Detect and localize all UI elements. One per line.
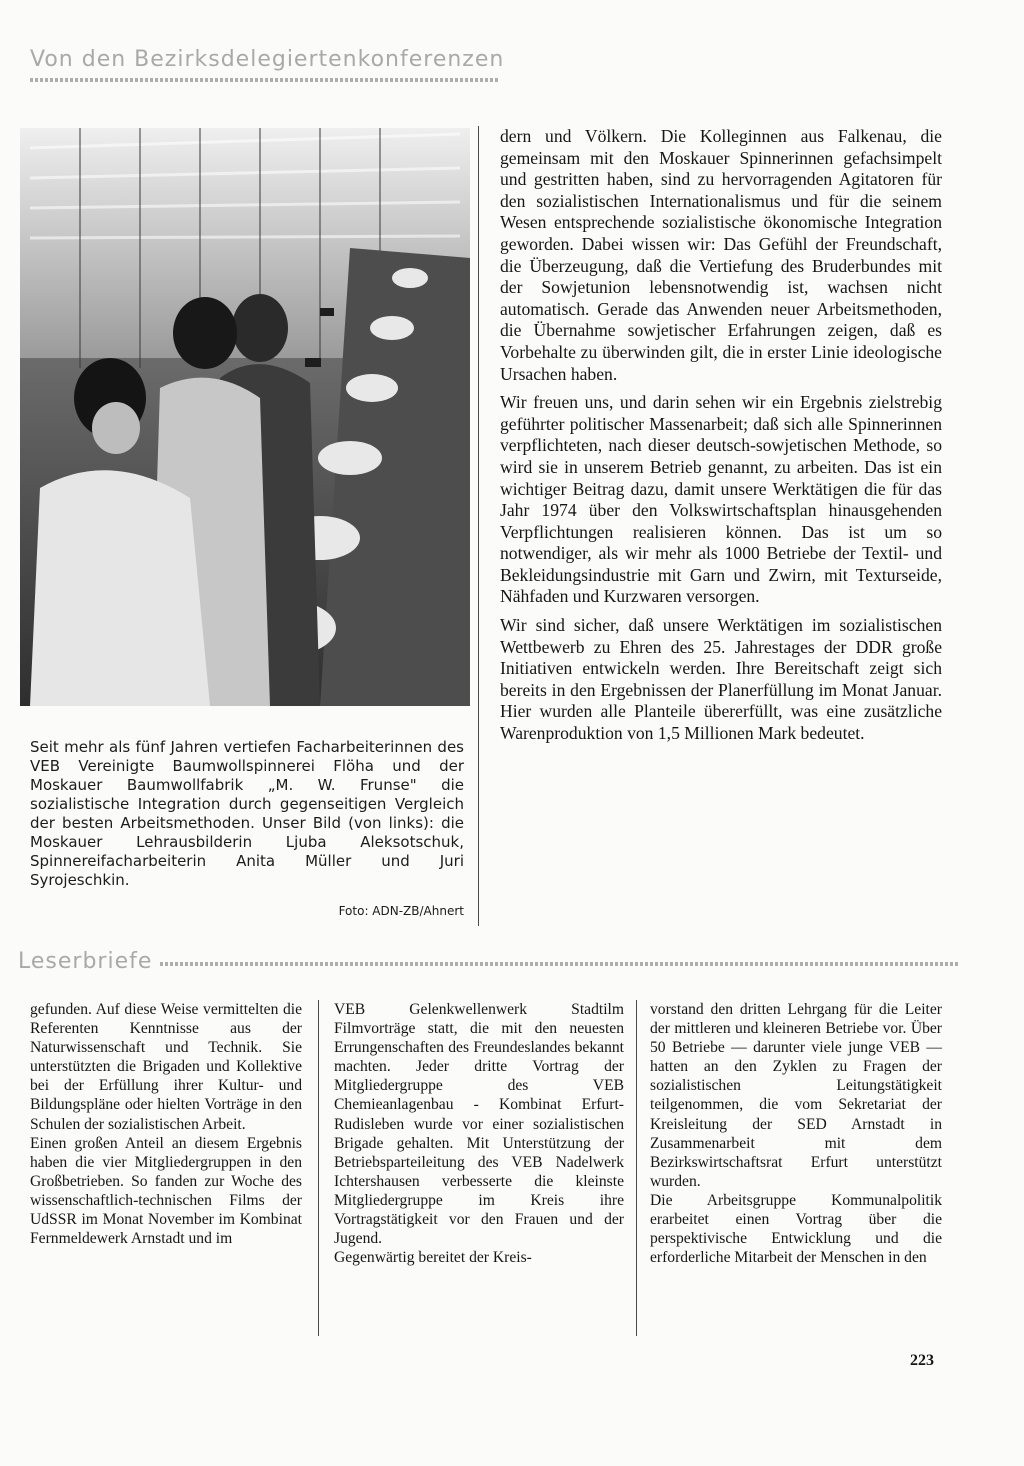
article-paragraph: Wir freuen uns, und darin sehen wir ein Ergebnis zielstrebig geführter politischer Massenarbeit; daß sich alle Spinnerinnen verpflichteten, nach dieser deutsch-sowjetischen Methode, so wird sie in unserem Betrieb genannt, zu arbeiten. Das ist ein wichtiger Beitrag dazu, damit unsere Werktätigen die für das Jahr 1974 über den Volkswirtschaftsplan hinausgehenden Verpflichtungen realisieren können. Das ist um so notwendiger, als wir mehr als 1000 Betriebe der Textil- und Bekleidungsindustrie mit Garn und Zwirn, mit Texturseide, Nähfaden und Kurzwaren versorgen. xyxy=(500,392,942,607)
letters-paragraph: Gegenwärtig bereitet der Kreis- xyxy=(334,1249,532,1267)
letters-paragraph: Einen großen Anteil an diesem Ergebnis haben die vier Mitgliedergruppen in den Großbetrieben. So fanden zur Woche des wissenschaftlich-technischen Films der UdSSR im Monat November im Kombinat Fernmeldewerk Arnstadt und im xyxy=(30,1134,302,1248)
photo-icon xyxy=(20,128,470,706)
letters-paragraph: Die Arbeitsgruppe Kommunalpolitik erarbeitet einen Vortrag über die perspektivische Entwicklung und die erforderliche Mitarbeit der Menschen in den xyxy=(650,1191,942,1267)
column-divider xyxy=(318,1000,319,1336)
heading-rule xyxy=(30,78,500,82)
section-heading-text: Leserbriefe xyxy=(18,949,153,974)
letters-column-2 xyxy=(334,1000,624,1267)
letters-paragraph: VEB Gelenkwellenwerk Stadtilm Filmvorträge statt, die mit den neuesten Errungenschaften des Freundeslandes bekannt machten. Jeder dritte Vortrag der Mitgliedergruppe des VEB Chemieanlagenbau - Kombinat Erfurt-Rudisleben wurde vor einer sozialistischen Brigade gehalten. Mit Unterstützung der Betriebsparteileitung des VEB Nadelwerk Ichtershausen verbesserte die kleinste Mitgliedergruppe im Kreis ihre Vortragstätigkeit vor den Frauen und der Jugend. xyxy=(334,1001,624,1248)
section-heading-letters xyxy=(18,934,152,974)
article-column xyxy=(500,126,942,745)
page-number: 223 xyxy=(910,1352,934,1369)
photo-spinning-mill xyxy=(20,128,470,706)
column-divider xyxy=(636,1000,637,1336)
letters-column-1 xyxy=(30,1000,302,1248)
photo-caption: Seit mehr als fünf Jahren vertiefen Facharbeiterinnen des VEB Vereinigte Baumwollspinnerei Flöha und der Moskauer Baumwollfabrik „M. W. Frunse" die sozialistische Integration durch gegenseitigen Vergleich der besten Arbeitsmethoden. Unser Bild (von links): die Moskauer Lehrausbilderin Ljuba Aleksotschuk, Spinnereifacharbeiterin Anita Müller und Juri Syrojeschkin. xyxy=(30,738,464,889)
heading-rule xyxy=(160,962,960,966)
article-paragraph: dern und Völkern. Die Kolleginnen aus Falkenau, die gemeinsam mit den Moskauer Spinnerinnen gefachsimpelt und gestritten haben, sind zu hervorragenden Agitatoren für den sozialistischen Internationalismus und für die seinem Wesen entsprechende sozialistische ökonomische Integration geworden. Dabei wissen wir: Das Gefühl der Freundschaft, die Überzeugung, daß die Vertiefung des Bruderbundes mit der Sowjetunion lebensnotwendig ist, wachsen nicht automatisch. Gerade das Anwenden neuer Arbeitsmethoden, die Übernahme sowjetischer Erfahrungen zeigen, daß es Vorbehalte zu überwinden gilt, die in erster Linie ideologische Ursachen haben. xyxy=(500,126,942,384)
letters-paragraph: gefunden. Auf diese Weise vermittelten die Referenten Kenntnisse aus der Naturwissenschaft und Technik. Sie unterstützten die Brigaden und Kollektive bei der Erfüllung ihrer Kultur- und Bildungspläne oder hielten Vorträge in den Schulen der sozialistischen Arbeit. xyxy=(30,1001,302,1133)
letters-column-3 xyxy=(650,1000,942,1267)
photo-credit: Foto: ADN-ZB/Ahnert xyxy=(338,904,464,918)
article-paragraph: Wir sind sicher, daß unsere Werktätigen im sozialistischen Wettbewerb zu Ehren des 25. Jahrestages der DDR große Initiativen entwickeln werden. Ihre Bereitschaft zeigt sich bereits in den Ergebnissen der Planerfüllung im Monat Januar. Hier wurden alle Planteile übererfüllt, was eine zusätzliche Warenproduktion von 1,5 Millionen Mark bedeutet. xyxy=(500,615,942,744)
column-divider xyxy=(478,126,479,926)
section-heading-text: Von den Bezirksdelegiertenkonferenzen xyxy=(30,47,505,72)
letters-paragraph: vorstand den dritten Lehrgang für die Leiter der mittleren und kleineren Betriebe vor. Über 50 Betriebe — darunter viele junge VEB — hatten an den Zyklen zu Fragen der sozialistischen Leitungstätigkeit teilgenommen, die vom Sekretariat der Kreisleitung der SED Arnstadt in Zusammenarbeit mit dem Bezirkswirtschaftsrat Erfurt unterstützt wurden. xyxy=(650,1001,942,1190)
section-heading-conferences xyxy=(30,32,504,72)
